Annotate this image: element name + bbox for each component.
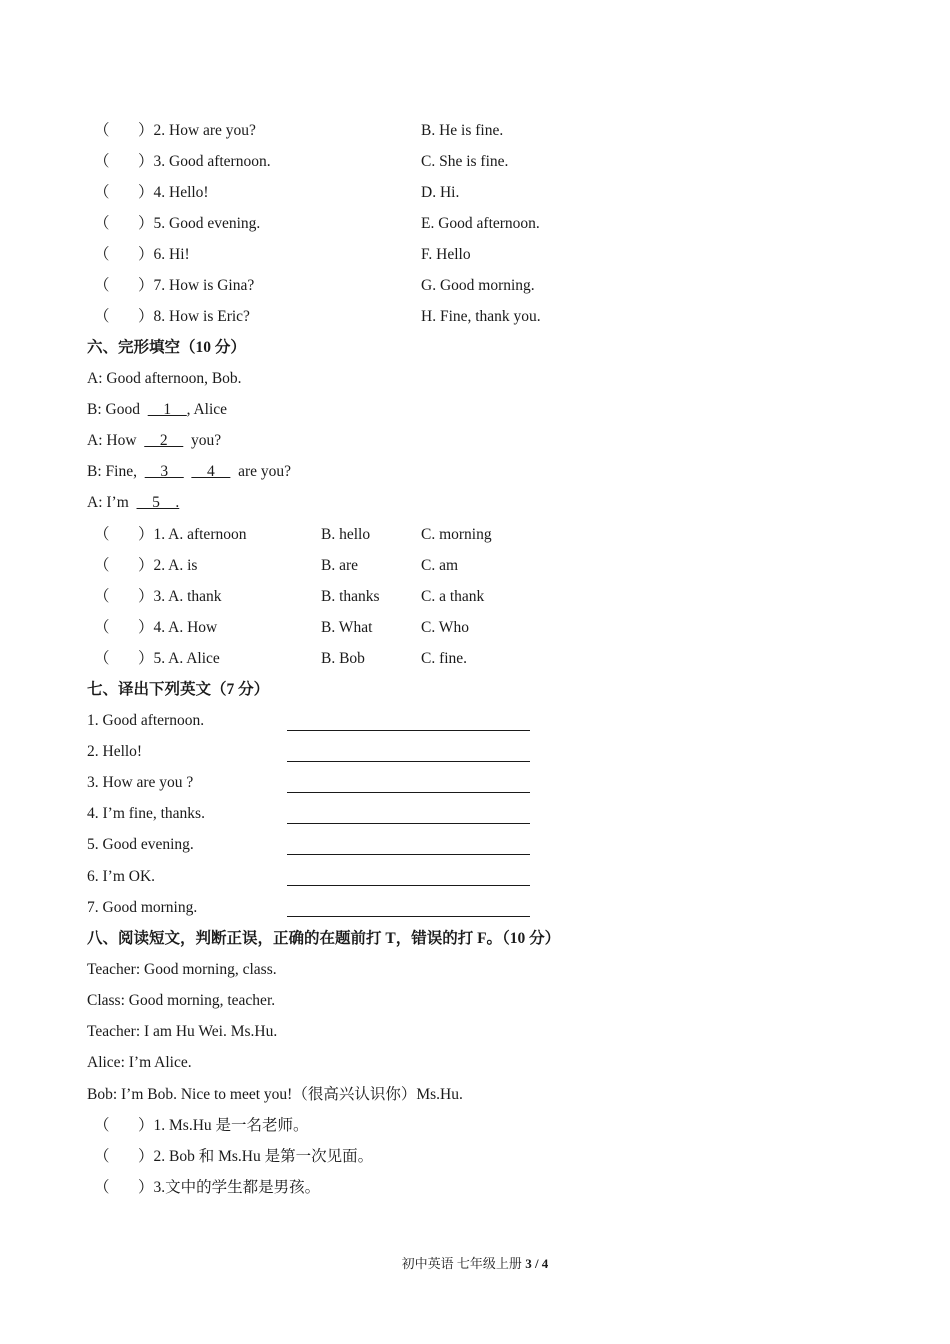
dialogue-text: are you? (238, 463, 292, 480)
cloze-option-c: C. am (421, 557, 459, 574)
paren-open: （ (94, 526, 110, 543)
paren-open: （ (94, 153, 110, 170)
section-6-title: 六、完形填空（10 分） (87, 339, 246, 356)
answer-line[interactable] (287, 916, 530, 917)
translate-item-7: 7. Good morning. (87, 899, 198, 916)
judge-question-3: ）3.文中的学生都是男孩。 (138, 1179, 321, 1196)
match-answer-e: E. Good afternoon. (421, 215, 540, 232)
paren-open: （ (94, 246, 110, 263)
match-question-7: ）7. How is Gina? (138, 277, 255, 294)
cloze-option-c: C. a thank (421, 588, 485, 605)
dialogue-line-b2 (87, 462, 291, 482)
dialogue-text: you? (191, 432, 222, 449)
cloze-option-a: ）2. A. is (138, 557, 198, 574)
match-answer-f: F. Hello (421, 246, 471, 263)
cloze-option-c: C. Who (421, 619, 469, 636)
dialogue-line-a3 (87, 493, 179, 513)
paren-open: （ (94, 215, 110, 232)
match-answer-d: D. Hi. (421, 184, 460, 201)
paren-open: （ (94, 184, 110, 201)
section-8-title: 八、阅读短文，判断正误，正确的在题前打 T，错误的打 F。（10 分） (87, 930, 561, 947)
match-answer-b: B. He is fine. (421, 122, 504, 139)
paren-open: （ (94, 1179, 110, 1196)
match-question-8: ）8. How is Eric? (138, 308, 250, 325)
dialogue-line-a2 (87, 431, 221, 451)
page-number: 3 / 4 (525, 1256, 549, 1271)
page-footer (0, 1254, 950, 1274)
cloze-option-a: ）5. A. Alice (138, 650, 220, 667)
dialogue-line-b1 (87, 400, 227, 420)
paren-open: （ (94, 650, 110, 667)
cloze-option-b: B. thanks (321, 588, 380, 605)
translate-item-6: 6. I’m OK. (87, 868, 156, 885)
dialogue-text: B: Fine, (87, 463, 137, 480)
cloze-option-a: ）3. A. thank (138, 588, 222, 605)
cloze-option-b: B. Bob (321, 650, 365, 667)
translate-item-1: 1. Good afternoon. (87, 712, 205, 729)
answer-line[interactable] (287, 854, 530, 855)
answer-line[interactable] (287, 885, 530, 886)
dialogue-text: A: I’m (87, 494, 129, 511)
paren-open: （ (94, 308, 110, 325)
blank-4: __4__ (191, 463, 231, 480)
match-question-5: ）5. Good evening. (138, 215, 261, 232)
dialogue-text: A: How (87, 432, 137, 449)
paren-open: （ (94, 588, 110, 605)
judge-question-2: ）2. Bob 和 Ms.Hu 是第一次见面。 (138, 1148, 374, 1165)
match-question-2: ）2. How are you? (138, 122, 256, 139)
section-7-title: 七、译出下列英文（7 分） (87, 681, 270, 698)
answer-line[interactable] (287, 792, 530, 793)
judge-question-1: ）1. Ms.Hu 是一名老师。 (138, 1117, 309, 1134)
blank-3: __3__ (144, 463, 184, 480)
paren-open: （ (94, 277, 110, 294)
passage-line: Teacher: Good morning, class. (87, 961, 277, 978)
match-answer-c: C. She is fine. (421, 153, 509, 170)
dialogue-line-a1: A: Good afternoon, Bob. (87, 370, 242, 387)
cloze-option-c: C. morning (421, 526, 492, 543)
paren-open: （ (94, 557, 110, 574)
translate-item-4: 4. I’m fine, thanks. (87, 805, 205, 822)
cloze-option-a: ）1. A. afternoon (138, 526, 247, 543)
cloze-option-b: B. hello (321, 526, 371, 543)
cloze-option-c: C. fine. (421, 650, 468, 667)
paren-open: （ (94, 619, 110, 636)
cloze-option-b: B. What (321, 619, 373, 636)
match-question-4: ）4. Hello! (138, 184, 209, 201)
match-answer-h: H. Fine, thank you. (421, 308, 541, 325)
paren-open: （ (94, 1117, 110, 1134)
blank-2: __2__ (144, 432, 184, 449)
answer-line[interactable] (287, 761, 530, 762)
answer-line[interactable] (287, 823, 530, 824)
blank-5: __5__. (136, 494, 180, 511)
paren-open: （ (94, 122, 110, 139)
dialogue-text: B: Good (87, 401, 140, 418)
translate-item-5: 5. Good evening. (87, 836, 194, 853)
answer-line[interactable] (287, 730, 530, 731)
passage-line: Bob: I’m Bob. Nice to meet you!（很高兴认识你）Ms.Hu. (87, 1086, 463, 1103)
passage-line: Class: Good morning, teacher. (87, 992, 276, 1009)
passage-line: Alice: I’m Alice. (87, 1054, 192, 1071)
passage-line: Teacher: I am Hu Wei. Ms.Hu. (87, 1023, 278, 1040)
blank-1: __1__ (147, 401, 187, 418)
match-answer-g: G. Good morning. (421, 277, 535, 294)
footer-text: 初中英语 七年级上册 (401, 1256, 522, 1271)
translate-item-3: 3. How are you ? (87, 774, 194, 791)
match-question-6: ）6. Hi! (138, 246, 190, 263)
cloze-option-b: B. are (321, 557, 359, 574)
match-question-3: ）3. Good afternoon. (138, 153, 271, 170)
paren-open: （ (94, 1148, 110, 1165)
dialogue-text: , Alice (186, 401, 228, 418)
cloze-option-a: ）4. A. How (138, 619, 218, 636)
translate-item-2: 2. Hello! (87, 743, 143, 760)
